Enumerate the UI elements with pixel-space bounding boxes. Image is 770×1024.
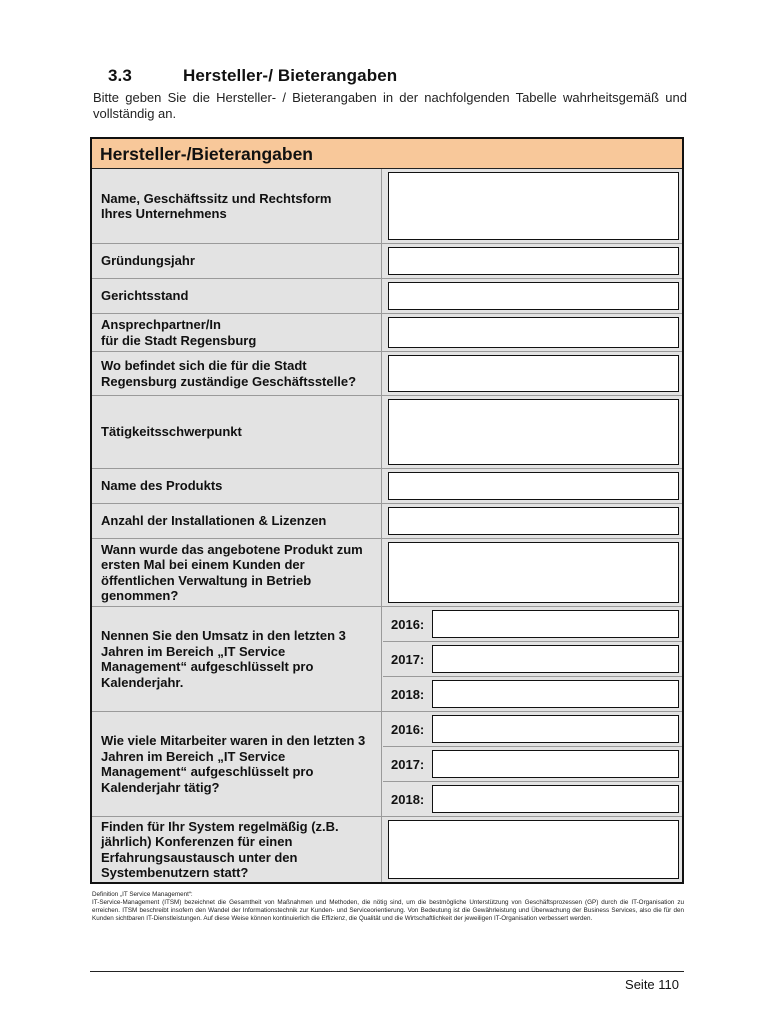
form-row-jurisdiction	[92, 279, 682, 314]
year-label: 2016:	[391, 721, 425, 737]
form-row-product-name	[92, 469, 682, 504]
form-title: Hersteller-/Bieterangaben	[92, 139, 682, 169]
staff-year-row	[383, 747, 682, 782]
row-label: Nennen Sie den Umsatz in den letzten 3 Jahren im Bereich „IT Service Management“ aufgeschlüsselt pro Kalenderjahr.	[92, 607, 382, 711]
form-row-company	[92, 169, 682, 244]
revenue-year-row	[383, 607, 682, 642]
form-row-staff	[92, 712, 682, 817]
founding-year-field[interactable]	[388, 247, 679, 275]
focus-field[interactable]	[388, 399, 679, 465]
definition-title: Definition „IT Service Management“:	[92, 891, 193, 898]
form-row-conferences	[92, 817, 682, 882]
form-row-contact	[92, 314, 682, 352]
staff-2017-field[interactable]	[432, 750, 679, 778]
year-label: 2016:	[391, 616, 425, 632]
footer-divider	[90, 971, 684, 972]
revenue-year-row	[383, 642, 682, 677]
revenue-2018-field[interactable]	[432, 680, 679, 708]
vendor-form	[90, 137, 684, 884]
row-label: Wie viele Mitarbeiter waren in den letzten 3 Jahren im Bereich „IT Service Management“ aufgeschlüsselt pro Kalenderjahr tätig?	[92, 712, 382, 816]
year-label: 2018:	[391, 791, 425, 807]
page-number: Seite 110	[625, 977, 679, 992]
staff-year-row	[383, 782, 682, 816]
conferences-field[interactable]	[388, 820, 679, 879]
staff-2016-field[interactable]	[432, 715, 679, 743]
revenue-2016-field[interactable]	[432, 610, 679, 638]
revenue-year-row	[383, 677, 682, 711]
definition-note	[92, 891, 684, 923]
year-label: 2017:	[391, 651, 425, 667]
year-label: 2017:	[391, 756, 425, 772]
staff-2018-field[interactable]	[432, 785, 679, 813]
row-label: Wo befindet sich die für die Stadt Regensburg zuständige Geschäftsstelle?	[92, 352, 382, 395]
row-label: Wann wurde das angebotene Produkt zum ersten Mal bei einem Kunden der öffentlichen Verwaltung in Betrieb genommen?	[92, 539, 382, 606]
installations-field[interactable]	[388, 507, 679, 535]
row-label: Anzahl der Installationen & Lizenzen	[92, 504, 382, 538]
staff-year-row	[383, 712, 682, 747]
product-name-field[interactable]	[388, 472, 679, 500]
form-row-branch-office	[92, 352, 682, 396]
form-row-installations	[92, 504, 682, 539]
section-title: Hersteller-/ Bieterangaben	[183, 66, 398, 85]
year-label: 2018:	[391, 686, 425, 702]
form-row-focus	[92, 396, 682, 469]
section-heading	[108, 66, 397, 86]
row-label: Gerichtsstand	[92, 279, 382, 313]
row-label: Name, Geschäftssitz und Rechtsform Ihres Unternehmens	[92, 169, 382, 243]
branch-office-field[interactable]	[388, 355, 679, 392]
company-field[interactable]	[388, 172, 679, 240]
row-label: Name des Produkts	[92, 469, 382, 503]
form-row-founding-year	[92, 244, 682, 279]
revenue-2017-field[interactable]	[432, 645, 679, 673]
contact-field[interactable]	[388, 317, 679, 348]
row-label: Ansprechpartner/In für die Stadt Regensburg	[92, 314, 382, 351]
section-number: 3.3	[108, 66, 132, 85]
jurisdiction-field[interactable]	[388, 282, 679, 310]
row-label: Gründungsjahr	[92, 244, 382, 278]
definition-text: IT-Service-Management (ITSM) bezeichnet die Gesamtheit von Maßnahmen und Methoden, die nötig sind, um die bestmögliche Unterstützung von Geschäftsprozessen (GP) durch die IT-Organisation zu erreichen. ITSM beschreibt insofern den Wandel der Informationstechnik zur Kunden- und Serviceorientierung. Von Bedeutung ist die Gewährleistung und Überwachung der Business Services, also die für den Kunden sichtbaren IT-Dienstleistungen. Auf diese Weise können kontinuierlich die Effizienz, die Qualität und die Wirtschaftlichkeit der jeweiligen IT-Organisation verbessert werden.	[92, 899, 684, 922]
form-row-first-deployment	[92, 539, 682, 607]
first-deployment-field[interactable]	[388, 542, 679, 603]
intro-text: Bitte geben Sie die Hersteller- / Bieterangaben in der nachfolgenden Tabelle wahrheitsgemäß und vollständig an.	[93, 90, 687, 121]
row-label: Finden für Ihr System regelmäßig (z.B. jährlich) Konferenzen für einen Erfahrungsaustausch unter den Systembenutzern statt?	[92, 817, 382, 882]
form-row-revenue	[92, 607, 682, 712]
row-label: Tätigkeitsschwerpunkt	[92, 396, 382, 468]
